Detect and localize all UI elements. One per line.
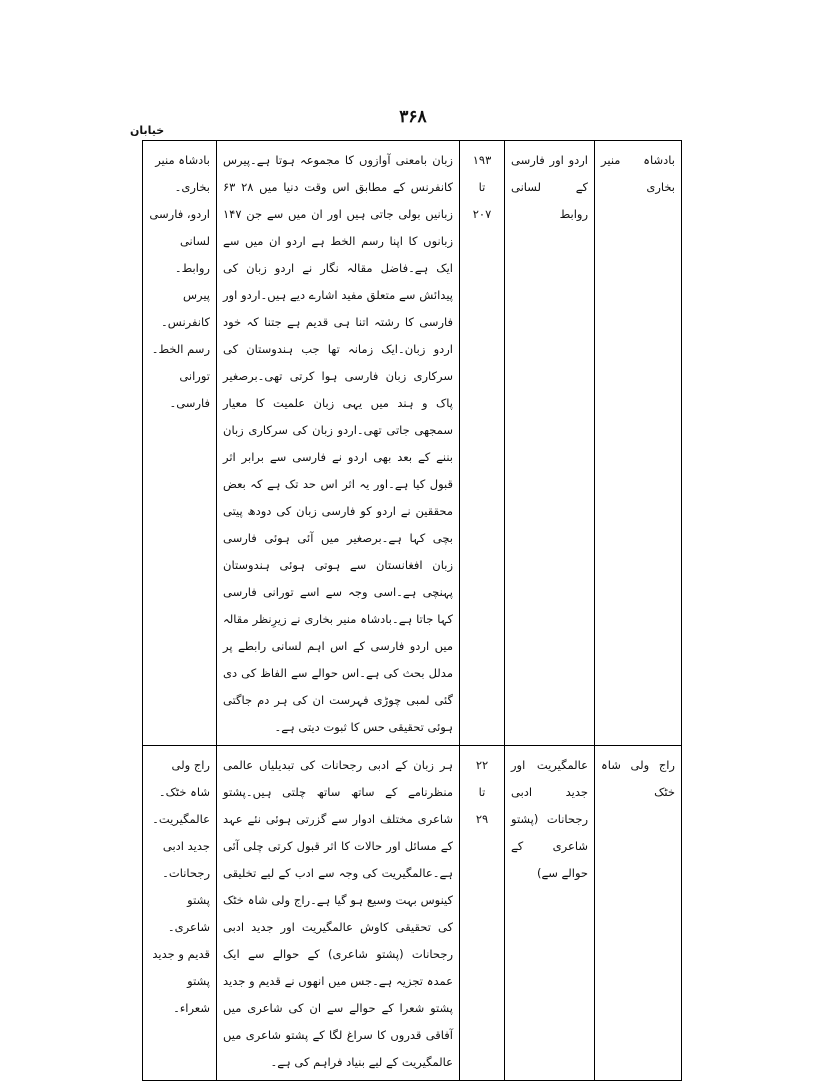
page-start: ۱۹۳ — [472, 153, 492, 167]
page-range-cell — [460, 141, 505, 746]
keyword: شعراء۔ — [173, 1001, 210, 1015]
page-end: ۲۹ — [475, 812, 489, 826]
keyword: اردو، فارسی لسانی — [149, 207, 210, 248]
keyword: بادشاہ منیر بخاری۔ — [155, 153, 210, 194]
abstract-cell: زبان بامعنی آوازوں کا مجموعہ ہوتا ہے۔پیرس کانفرنس کے مطابق اس وقت دنیا میں ۲۸ ۶۳ زبانیں بولی جاتی ہیں اور ان میں سے جن ۱۴۷ زبانوں کا اپنا رسم الخط ہے اردو ان میں سے ایک ہے۔فاضل مقالہ نگار نے اردو زبان کی پیدائش سے متعلق مفید اشارے دیے ہیں۔اردو اور فارسی کا رشتہ اتنا ہی قدیم ہے جتنا کہ خود اردو زبان۔ایک زمانہ تھا جب ہندوستان کی سرکاری زبان فارسی ہوا کرتی تھی۔برصغیر پاک و ہند میں یہی زبان علمیت کا معیار سمجھی جاتی تھی۔اردو زبان کی سرکاری زبان بننے کے بعد بھی اردو نے فارسی سے برابر اثر قبول کیا ہے۔اور یہ اثر اس حد تک ہے کہ بعض محققین نے اردو کو فارسی زبان کی دودھ پیتی بچی کہا ہے۔برصغیر میں آئی ہوئی فارسی زبان افغانستان سے ہوتی ہوئی ہندوستان پہنچی ہے۔اسی وجہ سے اسے تورانی فارسی کہا جاتا ہے۔بادشاہ منیر بخاری نے زیرِنظر مقالہ میں اردو فارسی کے اس اہم لسانی رابطے پر مدلل بحث کی ہے۔اس حوالے سے الفاظ کی دی گئی لمبی چوڑی فہرست ان کی ہر دم جاگتی ہوئی تحقیقی حس کا ثبوت دیتی ہے۔ — [217, 141, 460, 746]
page-start: ۲۲ — [475, 758, 489, 772]
keyword: رجحانات۔ — [162, 866, 210, 880]
keyword: روابط۔ — [174, 261, 210, 275]
page-end: ۲۰۷ — [472, 207, 492, 221]
article-index-table — [142, 140, 682, 1081]
article-title-cell: اردو اور فارسی کے لسانی روابط — [505, 141, 595, 746]
abstract-cell: ہر زبان کے ادبی رجحانات کی تبدیلیاں عالمی منظرنامے کے ساتھ ساتھ چلتی ہیں۔پشتو شاعری مختلف ادوار سے گزرتی ہوئی نئے عہد کے مسائل اور حالات کا اثر قبول کرتی چلی آئی ہے۔عالمگیریت کی وجہ سے ادب کے لیے تخلیقی کینوس بہت وسیع ہو گیا ہے۔راج ولی شاہ خٹک کی تحقیقی کاوش عالمگیریت اور جدید ادبی رجحانات (پشتو شاعری) کے حوالے سے ایک عمدہ تجزیہ ہے۔جس میں انھوں نے قدیم و جدید پشتو شعرا کے حوالے سے ان کی شاعری میں آفاقی قدروں کا سراغ لگا کے پشتو شاعری میں عالمگیریت کے لیے بنیاد فراہم کی ہے۔ — [217, 746, 460, 1081]
page-range-separator: تا — [478, 785, 486, 799]
keyword: جدید ادبی — [162, 839, 210, 853]
running-header-journal-name: خیابان — [130, 124, 165, 137]
author-cell: بادشاہ منیر بخاری — [595, 141, 682, 746]
page-range-separator: تا — [478, 180, 486, 194]
keywords-cell — [143, 746, 217, 1081]
keyword: راج ولی شاہ خٹک۔ — [158, 758, 210, 799]
page-range-cell — [460, 746, 505, 1081]
author-cell: راج ولی شاہ خٹک — [595, 746, 682, 1081]
table-row — [143, 746, 682, 1081]
keyword: پشتو شاعری۔ — [167, 893, 210, 934]
keywords-cell — [143, 141, 217, 746]
article-title-cell: عالمگیریت اور جدید ادبی رجحانات (پشتو شاعری کے حوالے سے) — [505, 746, 595, 1081]
keyword: رسم الخط۔ — [151, 342, 210, 356]
keyword: عالمگیریت۔ — [152, 812, 210, 826]
keyword: پیرس کانفرنس۔ — [161, 288, 210, 329]
keyword: تورانی فارسی۔ — [169, 369, 210, 410]
page-number: ۳۶۸ — [399, 107, 427, 127]
keyword: قدیم و جدید پشتو — [152, 947, 210, 988]
table-row — [143, 141, 682, 746]
